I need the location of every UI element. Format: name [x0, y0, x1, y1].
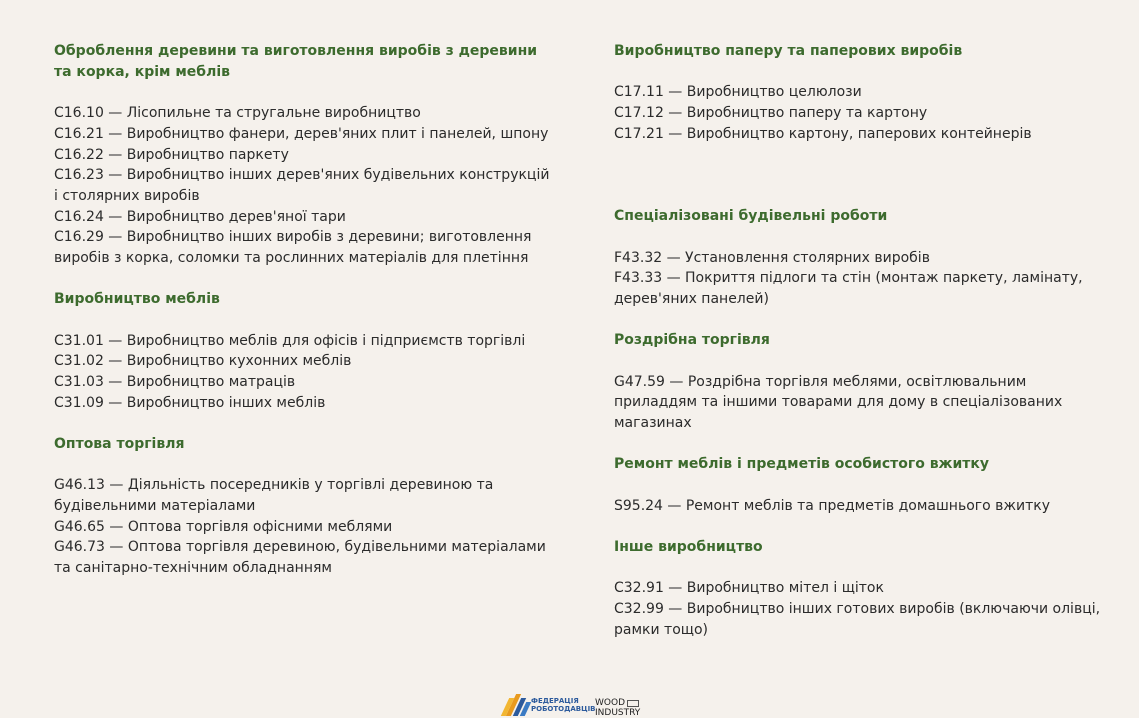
- list-item: C16.10 — Лісопильне та стругальне виробництво: [54, 105, 421, 122]
- list-item: C31.02 — Виробництво кухонних меблів: [54, 353, 352, 370]
- list-item: C16.21 — Виробництво фанери, дерев'яних плит і панелей, шпону: [54, 125, 549, 142]
- section-repair: [614, 454, 1104, 516]
- section-heading: Спеціалізовані будівельні роботи: [614, 208, 888, 225]
- section-heading: Оброблення деревини та виготовлення виробів з деревини та корка, крім меблів: [54, 43, 538, 80]
- wood-row: [595, 698, 640, 708]
- list-item: C17.21 — Виробництво картону, паперових контейнерів: [614, 125, 1032, 142]
- list-item: C16.24 — Виробництво дерев'яної тари: [54, 208, 346, 225]
- federation-logo-text: [531, 697, 596, 713]
- section-paper: [614, 41, 1104, 186]
- section-retail: [614, 330, 1104, 434]
- list-item: G46.13 — Діяльність посередників у торгівлі деревиною та будівельними матеріалами: [54, 477, 494, 515]
- wood-line2: INDUSTRY: [595, 708, 641, 718]
- list-item: C16.22 — Виробництво паркету: [54, 146, 289, 163]
- federation-line2: РОБОТОДАВЦІВ: [531, 704, 596, 713]
- wood-line1: WOOD: [595, 698, 625, 708]
- spacer: [614, 145, 1104, 186]
- list-item: C16.29 — Виробництво інших виробів з деревини; виготовлення виробів з корка, соломки та рослинних матеріалів для плетіння: [54, 229, 532, 267]
- list-item: C16.23 — Виробництво інших дерев'яних будівельних конструкцій і столярних виробів: [54, 167, 550, 204]
- list-item: C32.99 — Виробництво інших готових виробів (включаючи олівці, рамки тощо): [614, 601, 1101, 638]
- section-heading: Ремонт меблів і предметів особистого вжитку: [614, 456, 990, 473]
- list-item: F43.33 — Покриття підлоги та стін (монтаж паркету, ламінату, дерев'яних панелей): [614, 270, 1083, 308]
- footer-logos: [502, 694, 640, 716]
- left-column: [54, 41, 552, 599]
- section-heading: Інше виробництво: [614, 538, 763, 555]
- section-heading: Виробництво меблів: [54, 291, 220, 308]
- section-construction: [614, 206, 1104, 310]
- list-item: G47.59 — Роздрібна торгівля меблями, освітлювальним приладдям та іншими товарами для дому в спеціалізованих магазинах: [614, 373, 1063, 432]
- list-item: F43.32 — Установлення столярних виробів: [614, 249, 930, 266]
- list-item: C31.03 — Виробництво матраців: [54, 374, 296, 391]
- section-furniture: [54, 289, 552, 413]
- section-wood-processing: [54, 41, 552, 269]
- right-column: [614, 41, 1104, 661]
- list-item: C17.12 — Виробництво паперу та картону: [614, 105, 928, 122]
- section-heading: Роздрібна торгівля: [614, 332, 770, 349]
- wood-box-icon: [627, 700, 639, 707]
- section-wholesale: [54, 434, 552, 579]
- list-item: G46.73 — Оптова торгівля деревиною, будівельними матеріалами та санітарно-технічним обладнанням: [54, 539, 546, 577]
- section-other-manufacturing: [614, 537, 1104, 641]
- list-item: S95.24 — Ремонт меблів та предметів домашнього вжитку: [614, 497, 1050, 514]
- list-item: G46.65 — Оптова торгівля офісними меблями: [54, 518, 393, 535]
- section-heading: Оптова торгівля: [54, 435, 185, 452]
- federation-logo-icon: [502, 694, 528, 716]
- list-item: C31.01 — Виробництво меблів для офісів і підприємств торгівлі: [54, 332, 526, 349]
- list-item: C31.09 — Виробництво інших меблів: [54, 394, 326, 411]
- wood-industry-logo: [595, 698, 640, 718]
- list-item: C32.91 — Виробництво мітел і щіток: [614, 580, 884, 597]
- list-item: C17.11 — Виробництво целюлози: [614, 84, 862, 101]
- section-heading: Виробництво паперу та паперових виробів: [614, 43, 963, 59]
- federation-line1: ФЕДЕРАЦІЯ: [531, 697, 579, 705]
